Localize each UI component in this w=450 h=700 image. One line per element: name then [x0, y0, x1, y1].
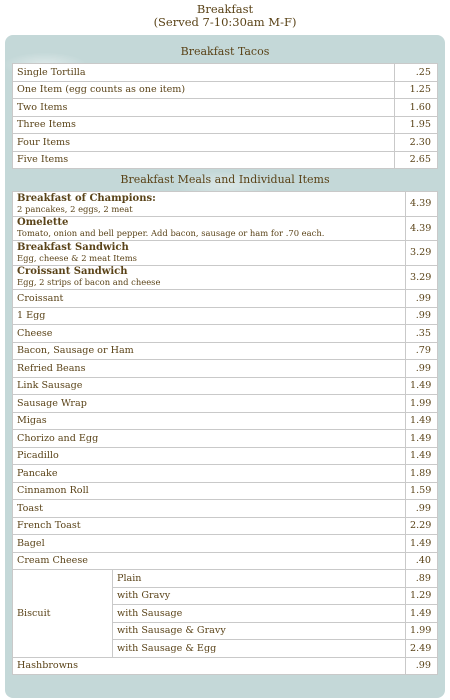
- item-price: .89: [406, 570, 438, 588]
- item-price: 2.49: [406, 640, 438, 658]
- biscuit-option-name: with Sausage & Egg: [113, 640, 406, 658]
- featured-item-row: [13, 216, 438, 241]
- item-price: 1.49: [406, 605, 438, 623]
- item-name: Single Tortilla: [13, 64, 395, 82]
- featured-item: [13, 241, 406, 266]
- item-name: Sausage Wrap: [13, 395, 406, 413]
- featured-item-name: Breakfast of Champions:: [17, 192, 156, 204]
- item-price: 2.29: [406, 517, 438, 535]
- item-name: Five Items: [13, 151, 395, 169]
- item-price: .35: [406, 325, 438, 343]
- item-price: .99: [406, 657, 438, 675]
- item-name: Croissant: [13, 290, 406, 308]
- item-price: 1.49: [406, 535, 438, 553]
- menu-item-row: [13, 657, 438, 675]
- menu-item-row: [13, 430, 438, 448]
- menu-item-row: [13, 360, 438, 378]
- item-price: 1.49: [406, 447, 438, 465]
- item-name: Refried Beans: [13, 360, 406, 378]
- menu-item-row: [13, 325, 438, 343]
- taco-row: [13, 99, 438, 117]
- featured-item-desc: Tomato, onion and bell pepper. Add bacon, sausage or ham for .70 each.: [17, 228, 325, 239]
- menu-item-row: [13, 412, 438, 430]
- biscuit-option-row: [13, 570, 438, 588]
- biscuit-option-name: with Sausage: [113, 605, 406, 623]
- item-name: One Item (egg counts as one item): [13, 81, 395, 99]
- item-price: 1.49: [406, 430, 438, 448]
- taco-row: [13, 116, 438, 134]
- item-name: Four Items: [13, 134, 395, 152]
- menu-item-row: [13, 377, 438, 395]
- item-price: 3.29: [406, 265, 438, 290]
- item-name: Bagel: [13, 535, 406, 553]
- item-price: .40: [406, 552, 438, 570]
- item-name: Cream Cheese: [13, 552, 406, 570]
- menu-item-row: [13, 290, 438, 308]
- item-name: Link Sausage: [13, 377, 406, 395]
- item-price: .99: [406, 307, 438, 325]
- item-name: Cinnamon Roll: [13, 482, 406, 500]
- item-price: 1.99: [406, 395, 438, 413]
- menu-item-row: [13, 552, 438, 570]
- featured-item-desc: Egg, 2 strips of bacon and cheese: [17, 277, 161, 288]
- item-name: Migas: [13, 412, 406, 430]
- item-price: .25: [395, 64, 438, 82]
- biscuit-label: Biscuit: [13, 570, 113, 658]
- item-price: 1.59: [406, 482, 438, 500]
- featured-item: [13, 192, 406, 217]
- tacos-table: [12, 63, 438, 169]
- page-title: Breakfast: [196, 2, 254, 16]
- featured-item-desc: 2 pancakes, 2 eggs, 2 meat: [17, 203, 133, 214]
- section-heading-tacos: Breakfast Tacos: [180, 45, 270, 58]
- item-name: Bacon, Sausage or Ham: [13, 342, 406, 360]
- biscuit-option-name: with Sausage & Gravy: [113, 622, 406, 640]
- item-price: 2.65: [395, 151, 438, 169]
- taco-row: [13, 81, 438, 99]
- menu-item-row: [13, 517, 438, 535]
- item-price: 1.99: [406, 622, 438, 640]
- menu-item-row: [13, 465, 438, 483]
- taco-row: [13, 134, 438, 152]
- item-price: .99: [406, 290, 438, 308]
- item-price: 1.49: [406, 412, 438, 430]
- featured-item-desc: Egg, cheese & 2 meat Items: [17, 252, 137, 263]
- item-price: 1.95: [395, 116, 438, 134]
- serving-hours: (Served 7-10:30am M-F): [153, 15, 297, 29]
- item-price: .79: [406, 342, 438, 360]
- menu-item-row: [13, 500, 438, 518]
- menu-header: [0, 0, 450, 30]
- menu-item-row: [13, 342, 438, 360]
- featured-item-row: [13, 265, 438, 290]
- item-name: Hashbrowns: [13, 657, 406, 675]
- biscuit-option-name: Plain: [113, 570, 406, 588]
- item-name: Picadillo: [13, 447, 406, 465]
- item-name: Two Items: [13, 99, 395, 117]
- featured-item-name: Croissant Sandwich: [17, 266, 128, 278]
- item-price: .99: [406, 500, 438, 518]
- item-name: Toast: [13, 500, 406, 518]
- featured-item-name: Omelette: [17, 217, 69, 229]
- item-name: Chorizo and Egg: [13, 430, 406, 448]
- featured-item: [13, 216, 406, 241]
- section-heading-meals: Breakfast Meals and Individual Items: [120, 173, 330, 186]
- item-price: .99: [406, 360, 438, 378]
- biscuit-option-name: with Gravy: [113, 587, 406, 605]
- item-price: 1.89: [406, 465, 438, 483]
- menu-item-row: [13, 447, 438, 465]
- menu-item-row: [13, 535, 438, 553]
- item-price: 4.39: [406, 216, 438, 241]
- item-name: 1 Egg: [13, 307, 406, 325]
- item-price: 1.25: [395, 81, 438, 99]
- menu-panel: [5, 35, 445, 698]
- item-price: 1.60: [395, 99, 438, 117]
- menu-item-row: [13, 307, 438, 325]
- menu-item-row: [13, 395, 438, 413]
- item-name: Three Items: [13, 116, 395, 134]
- featured-item-row: [13, 241, 438, 266]
- item-price: 1.29: [406, 587, 438, 605]
- meals-table: [12, 191, 438, 675]
- item-name: French Toast: [13, 517, 406, 535]
- item-price: 1.49: [406, 377, 438, 395]
- taco-row: [13, 64, 438, 82]
- item-price: 3.29: [406, 241, 438, 266]
- item-name: Cheese: [13, 325, 406, 343]
- menu-item-row: [13, 482, 438, 500]
- featured-item-name: Breakfast Sandwich: [17, 241, 129, 253]
- taco-row: [13, 151, 438, 169]
- featured-item: [13, 265, 406, 290]
- item-price: 4.39: [406, 192, 438, 217]
- featured-item-row: [13, 192, 438, 217]
- item-name: Pancake: [13, 465, 406, 483]
- item-price: 2.30: [395, 134, 438, 152]
